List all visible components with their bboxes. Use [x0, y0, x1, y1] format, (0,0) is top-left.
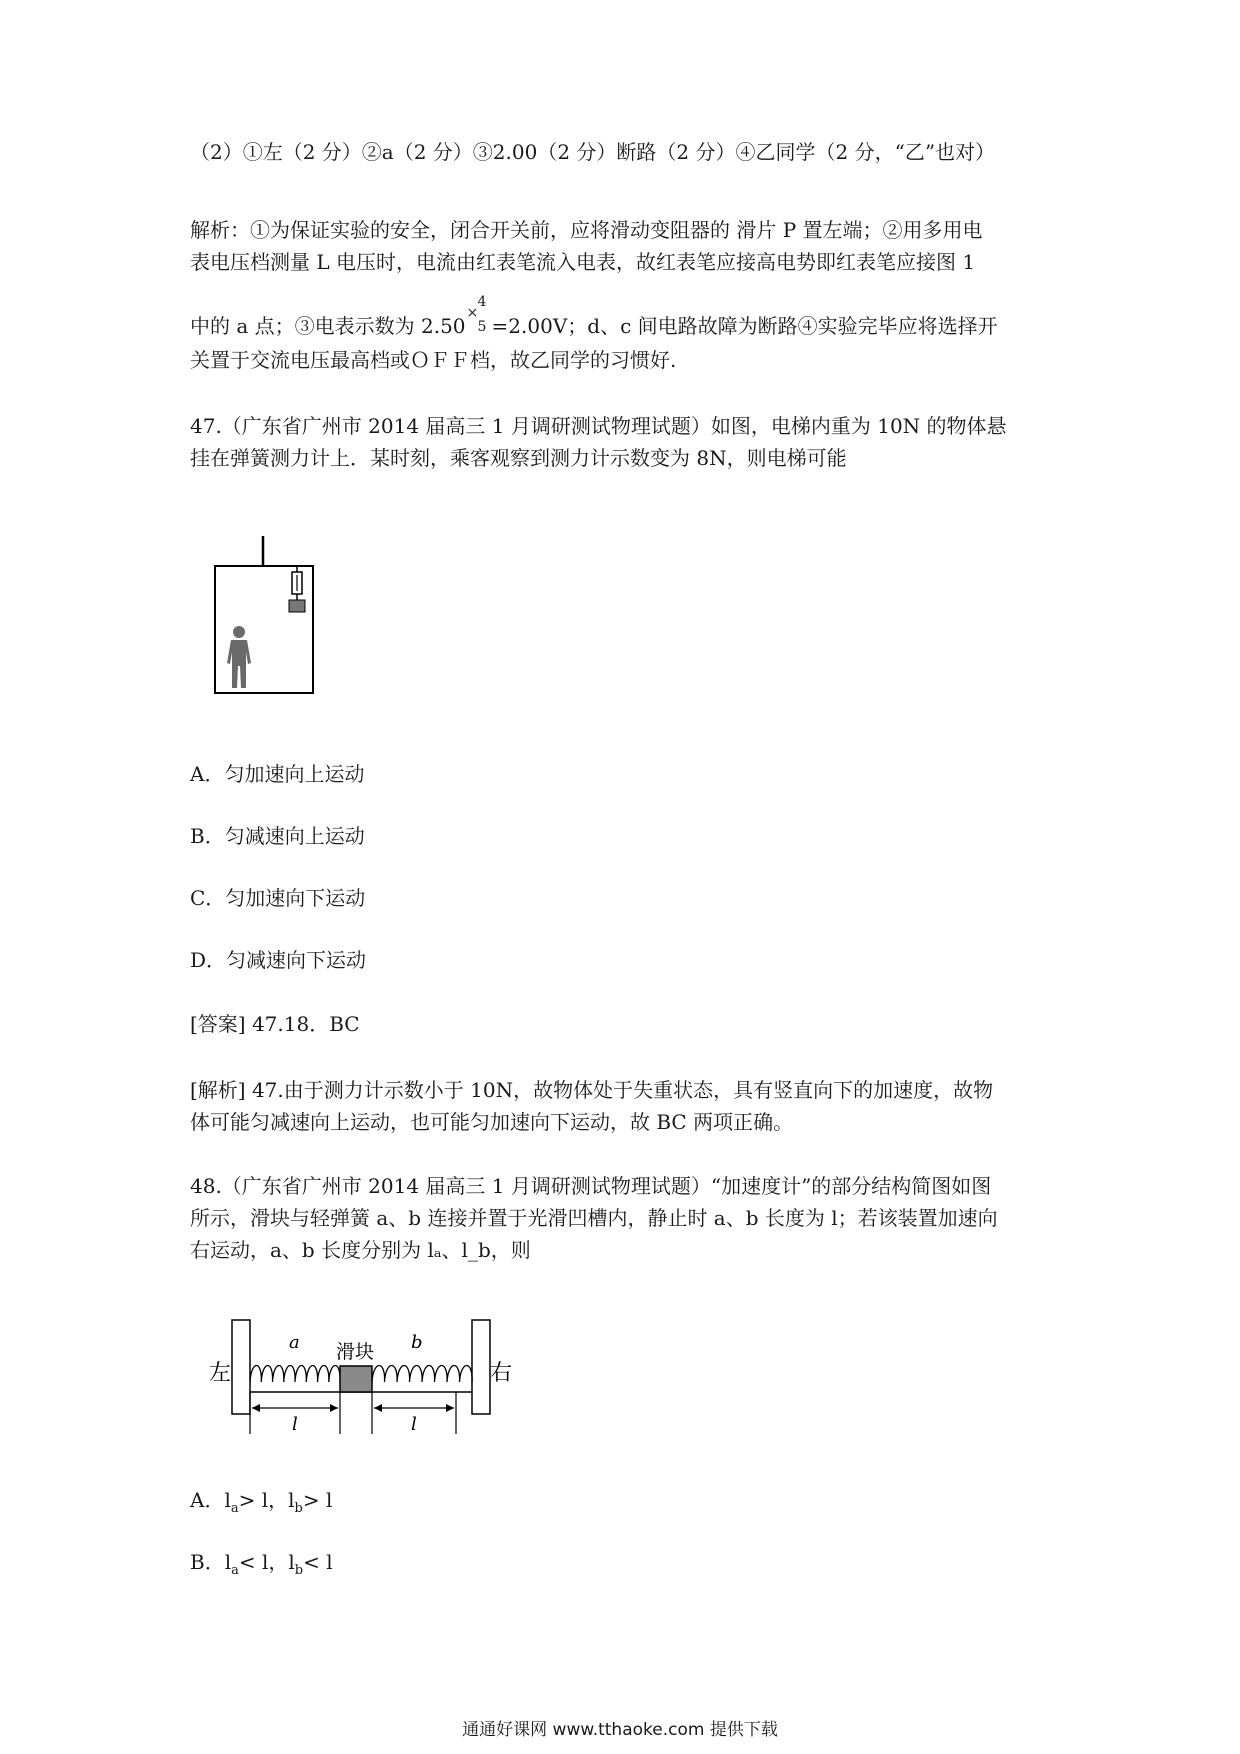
left-label: 左: [209, 1361, 232, 1386]
q48-option-b-sub2: b: [294, 1563, 304, 1578]
analysis-line-3-after: =2.00V；d、c 间电路故障为断路④实验完毕应将选择开: [491, 314, 998, 338]
analysis-line-1: 解析：①为保证实验的安全，闭合开关前，应将滑动变阻器的 滑片 P 置左端；②用多用电: [190, 218, 983, 242]
q47-analysis-line-1: [解析] 47.由于测力计示数小于 10N，故物体处于失重状态，具有竖直向下的加速度，故物: [190, 1078, 994, 1102]
q48-stem-line-2: 所示，滑块与轻弹簧 a、b 连接并置于光滑凹槽内，静止时 a、b 长度为 l；若该装置加速向: [190, 1206, 998, 1230]
previous-answer: （2）①左（2 分）②a（2 分）③2.00（2 分）断路（2 分）④乙同学（2 分，“乙”也对）: [190, 140, 996, 164]
q48-option-a-sub1: a: [230, 1501, 239, 1516]
q48-option-a-end: > l: [302, 1488, 333, 1512]
q48-option-a-sub2: b: [294, 1501, 303, 1516]
spring-a-label: a: [289, 1332, 300, 1353]
right-label: 右: [490, 1361, 513, 1386]
accelerometer-figure: [200, 1310, 520, 1440]
analysis-line-2: 表电压档测量 L 电压时，电流由红表笔流入电表，故红表笔应接高电势即红表笔应接图 1: [190, 250, 976, 274]
spring-b-label: b: [411, 1332, 423, 1353]
length-right-label: l: [411, 1414, 417, 1435]
q47-option-a: A．匀加速向上运动: [190, 762, 365, 786]
dimension-lines: [250, 1392, 456, 1434]
spring-a: [250, 1366, 340, 1383]
q47-option-c: C．匀加速向下运动: [190, 886, 366, 910]
q48-option-b-mid: < l，l: [238, 1550, 295, 1574]
slider-block: [340, 1366, 372, 1392]
page-footer: 通通好课网 www.tthaoke.com 提供下载: [462, 1720, 778, 1740]
q47-option-b: B．匀减速向上运动: [190, 824, 365, 848]
q48-option-b: [190, 1548, 333, 1585]
q48-stem-line-3: 右运动，a、b 长度分别为 lₐ、l_b，则: [190, 1238, 531, 1262]
q47-analysis-line-2: 体可能匀减速向上运动，也可能匀加速向下运动，故 BC 两项正确。: [190, 1110, 794, 1134]
fraction-numerator: 4: [477, 294, 487, 310]
q48-option-a-mid: > l，l: [238, 1488, 295, 1512]
q47-option-d: D．匀减速向下运动: [190, 948, 367, 972]
fraction-times: ×: [466, 305, 479, 321]
q47-stem-line-2: 挂在弹簧测力计上．某时刻，乘客观察到测力计示数变为 8N，则电梯可能: [190, 446, 847, 470]
elevator-figure: [200, 528, 330, 698]
q48-option-b-sub1: a: [231, 1563, 239, 1578]
spring-b: [372, 1366, 472, 1383]
length-left-label: l: [292, 1414, 298, 1435]
q48-stem-line-1: 48.（广东省广州市 2014 届高三 1 月调研测试物理试题）“加速度计”的部分结构简图如图: [190, 1174, 992, 1198]
fraction-denominator: 5: [477, 319, 487, 335]
q47-answer: [答案] 47.18．BC: [190, 1012, 360, 1036]
spring-scale: [289, 566, 305, 612]
q47-stem-line-1: 47.（广东省广州市 2014 届高三 1 月调研测试物理试题）如图，电梯内重为 10N 的物体悬: [190, 414, 1007, 438]
q48-option-a-label: A．l: [190, 1488, 231, 1512]
hanging-weight: [289, 600, 305, 612]
slider-label: 滑块: [336, 1341, 375, 1363]
q48-option-b-label: B．l: [190, 1550, 232, 1574]
left-wall: [232, 1320, 250, 1414]
analysis-line-3: [190, 294, 998, 340]
analysis-line-3-before: 中的 a 点；③电表示数为 2.50: [190, 314, 466, 338]
right-wall: [472, 1320, 490, 1414]
fraction: [466, 294, 492, 340]
q48-option-a: [190, 1486, 332, 1523]
q48-option-b-end: < l: [303, 1550, 333, 1574]
analysis-line-4: 关置于交流电压最高档或ＯＦＦ档，故乙同学的习惯好.: [190, 348, 677, 372]
